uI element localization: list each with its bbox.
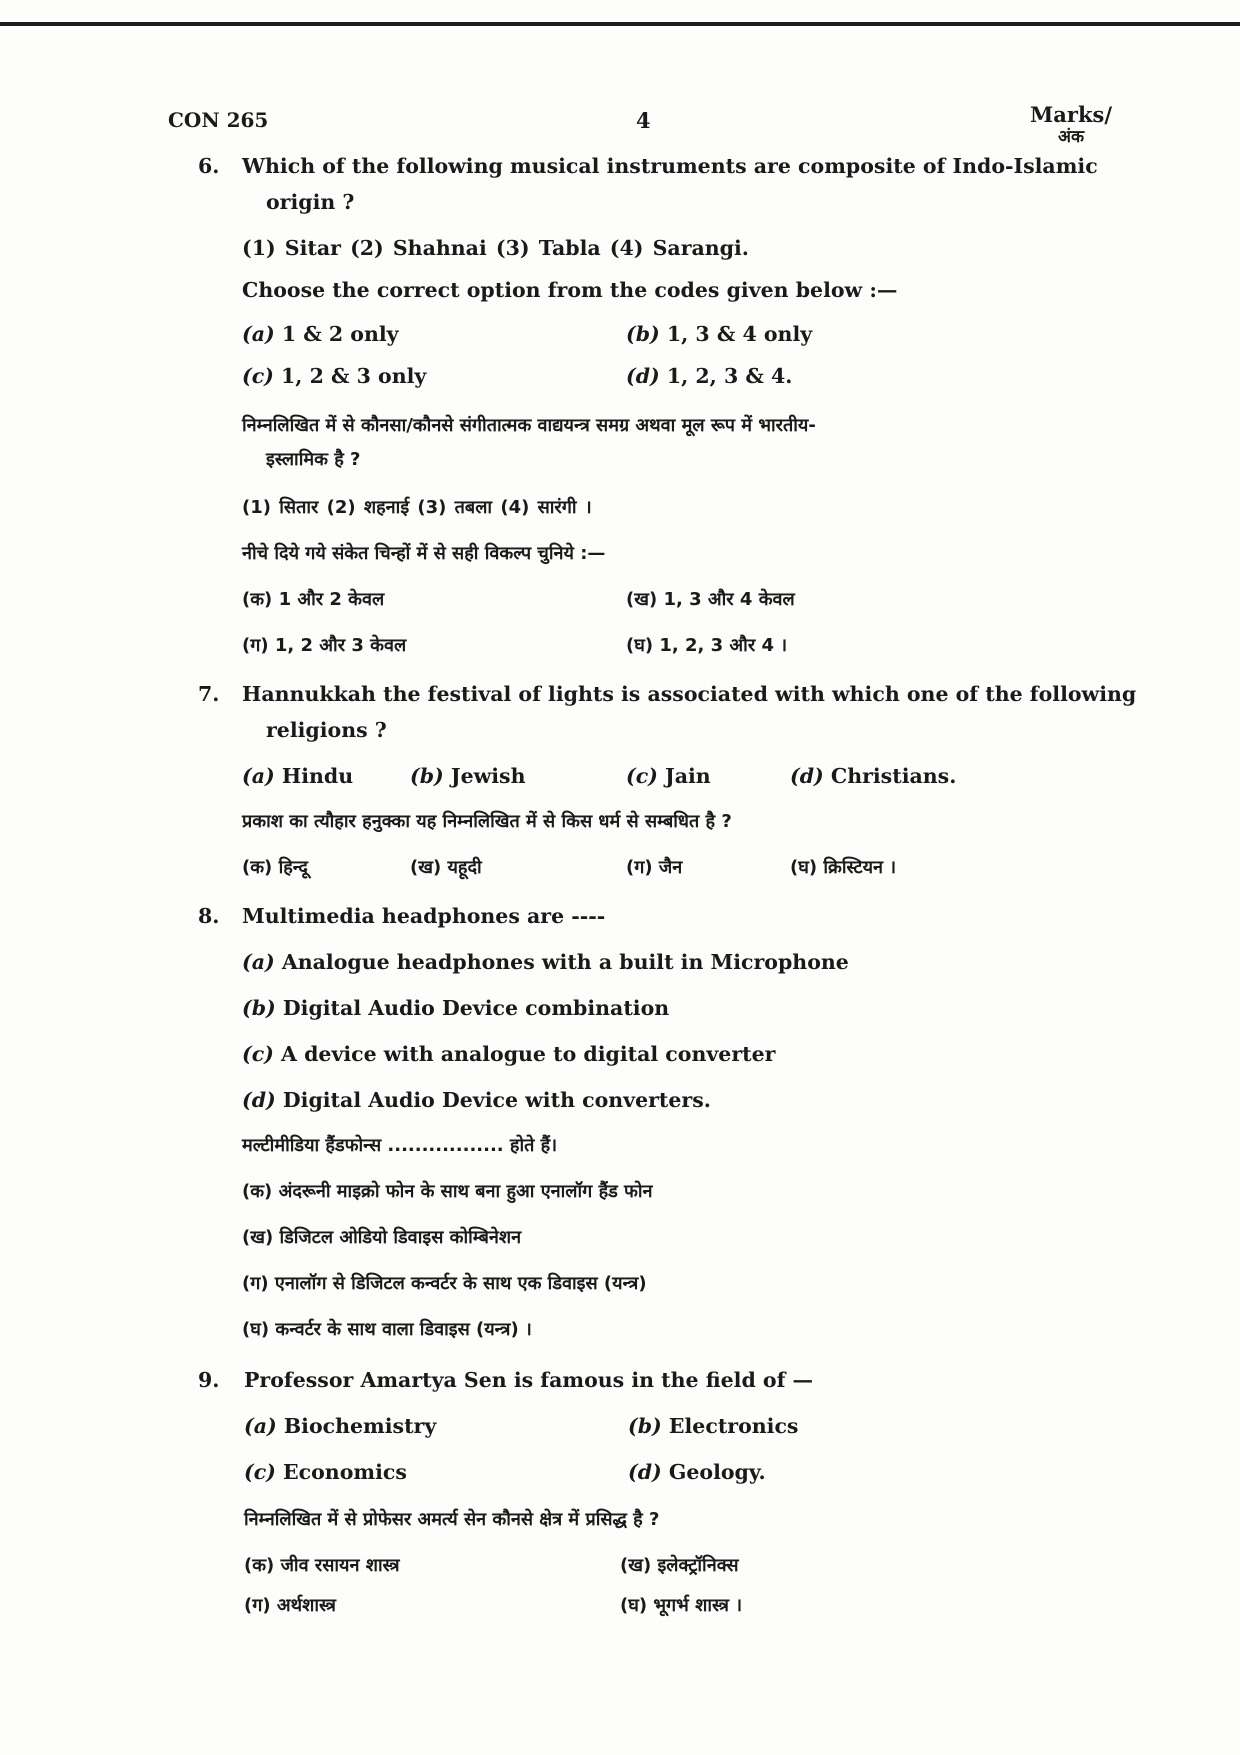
top-rule	[0, 22, 1240, 26]
option-text: Geology.	[668, 1460, 766, 1484]
option-text: Analogue headphones with a built in Microphone	[281, 950, 849, 974]
option-label: (b)	[410, 764, 444, 788]
option-text: 1 & 2 only	[281, 322, 399, 346]
question-6-number: 6.	[198, 154, 220, 178]
question-6-text-line-2: origin ?	[266, 190, 355, 214]
option-label: (ख)	[620, 1555, 652, 1576]
question-9-option-a	[244, 1412, 436, 1440]
option-text: अर्थशास्त्र	[276, 1595, 336, 1616]
question-7-hindi-option-ka	[242, 854, 308, 882]
option-label: (घ)	[620, 1595, 648, 1616]
option-label: (घ)	[242, 1319, 270, 1340]
option-text: 1, 2, 3 & 4.	[666, 364, 793, 388]
paper-code: CON 265	[168, 108, 269, 132]
option-text: 1, 3 & 4 only	[666, 322, 813, 346]
option-label: (b)	[628, 1414, 662, 1438]
question-8-option-b	[242, 994, 669, 1022]
option-label: (a)	[242, 322, 275, 346]
option-text: Digital Audio Device combination	[282, 996, 670, 1020]
question-6-hindi-option-ga	[242, 632, 406, 660]
option-label: (a)	[242, 764, 275, 788]
option-label: (d)	[790, 764, 824, 788]
question-8-number: 8.	[198, 904, 220, 928]
option-text: 1, 2 & 3 only	[281, 364, 427, 388]
option-label: (क)	[242, 589, 273, 610]
option-text: डिजिटल ओडियो डिवाइस कोम्बिनेशन	[279, 1227, 522, 1248]
option-label: (b)	[626, 322, 660, 346]
option-label: (a)	[244, 1414, 277, 1438]
question-9-hindi-option-ka	[244, 1552, 400, 1580]
option-label: (ग)	[626, 857, 653, 878]
option-label: (c)	[242, 1042, 274, 1066]
option-text: हिन्दू	[278, 857, 308, 878]
question-8-hindi-option-ka	[242, 1178, 653, 1206]
question-9-option-d	[628, 1458, 766, 1486]
question-6-text-line-1: Which of the following musical instruments are composite of Indo-Islamic	[242, 154, 1098, 178]
option-text: जैन	[658, 857, 683, 878]
question-9-option-c	[244, 1458, 407, 1486]
question-9-number: 9.	[198, 1368, 220, 1392]
question-7-hindi-option-kha	[410, 854, 482, 882]
question-8-option-c	[242, 1040, 775, 1068]
option-text: कन्वर्टर के साथ वाला डिवाइस (यन्त्र) ।	[275, 1319, 532, 1340]
option-label: (ख)	[242, 1227, 274, 1248]
question-9-hindi-option-ga	[244, 1592, 336, 1620]
option-text: 1, 2, 3 और 4 ।	[659, 635, 788, 656]
question-7-hindi-text: प्रकाश का त्यौहार हनुक्का यह निम्नलिखित में से किस धर्म से सम्बधित है ?	[242, 811, 732, 832]
question-6-instruction: Choose the correct option from the codes given below :—	[242, 278, 898, 302]
option-label: (d)	[626, 364, 660, 388]
option-text: इलेक्ट्रॉनिक्स	[657, 1555, 739, 1576]
option-text: भूगर्भ शास्त्र ।	[653, 1595, 743, 1616]
option-label: (घ)	[790, 857, 818, 878]
question-9-option-b	[628, 1412, 798, 1440]
option-label: (a)	[242, 950, 275, 974]
option-text: A device with analogue to digital converter	[281, 1042, 776, 1066]
option-text: Digital Audio Device with converters.	[282, 1088, 711, 1112]
question-8-hindi-option-ga	[242, 1270, 647, 1298]
option-text: Electronics	[668, 1414, 799, 1438]
question-6-hindi-instruction: नीचे दिये गये संकेत चिन्हों में से सही विकल्प चुनिये :—	[242, 543, 606, 564]
question-7-text-line-2: religions ?	[266, 718, 387, 742]
question-6-hindi-option-kha	[626, 586, 795, 614]
question-9-hindi-option-gha	[620, 1592, 742, 1620]
question-8-hindi-option-gha	[242, 1316, 532, 1344]
option-text: यहूदी	[447, 857, 482, 878]
option-label: (d)	[628, 1460, 662, 1484]
question-7-option-b	[410, 762, 526, 790]
question-9-text: Professor Amartya Sen is famous in the field of —	[244, 1368, 814, 1392]
option-label: (क)	[244, 1555, 275, 1576]
question-6-option-a	[242, 320, 399, 348]
question-6-hindi-line-2: इस्लामिक है ?	[266, 449, 361, 470]
option-label: (c)	[242, 364, 274, 388]
option-text: Jewish	[450, 764, 526, 788]
option-text: Hindu	[281, 764, 354, 788]
question-6-hindi-line-1: निम्नलिखित में से कौनसा/कौनसे संगीतात्मक वाद्ययन्त्र समग्र अथवा मूल रूप में भारतीय-	[242, 415, 816, 436]
marks-header	[1030, 104, 1112, 148]
question-8-option-d	[242, 1086, 711, 1114]
option-label: (क)	[242, 857, 273, 878]
question-8-option-a	[242, 948, 849, 976]
option-label: (ख)	[410, 857, 442, 878]
question-7-option-a	[242, 762, 353, 790]
option-text: Biochemistry	[283, 1414, 437, 1438]
option-text: अंदरूनी माइक्रो फोन के साथ बना हुआ एनालॉग हैंड फोन	[278, 1181, 653, 1202]
option-label: (b)	[242, 996, 276, 1020]
question-8-text: Multimedia headphones are ----	[242, 904, 606, 928]
question-6-items: (1) Sitar (2) Shahnai (3) Tabla (4) Sarangi.	[242, 236, 749, 260]
option-text: Jain	[665, 764, 711, 788]
option-text: 1, 3 और 4 केवल	[663, 589, 795, 610]
question-7-hindi-option-gha	[790, 854, 896, 882]
question-8-hindi-option-kha	[242, 1224, 521, 1252]
question-9-hindi-text: निम्नलिखित में से प्रोफेसर अमर्त्य सेन कौनसे क्षेत्र में प्रसिद्ध है ?	[244, 1509, 660, 1530]
question-7-option-c	[626, 762, 711, 790]
question-6-hindi-items: (1) सितार (2) शहनाई (3) तबला (4) सारंगी ।	[242, 497, 592, 518]
question-6-option-b	[626, 320, 812, 348]
question-9-hindi-option-kha	[620, 1552, 739, 1580]
option-text: क्रिस्टियन ।	[823, 857, 897, 878]
question-8-hindi-text: मल्टीमीडिया हैंडफोन्स ................. होते हैं।	[242, 1135, 558, 1156]
option-label: (घ)	[626, 635, 654, 656]
option-text: जीव रसायन शास्त्र	[280, 1555, 400, 1576]
option-text: Economics	[283, 1460, 407, 1484]
question-6-option-d	[626, 362, 792, 390]
marks-label-en: Marks/	[1030, 102, 1112, 127]
question-7-hindi-option-ga	[626, 854, 682, 882]
option-text: 1 और 2 केवल	[278, 589, 385, 610]
marks-label-hi: अंक	[1057, 127, 1085, 147]
page-number: 4	[636, 108, 651, 133]
option-label: (c)	[244, 1460, 276, 1484]
option-label: (c)	[626, 764, 658, 788]
option-label: (ग)	[242, 1273, 269, 1294]
question-6-hindi-option-ka	[242, 586, 384, 614]
option-text: Christians.	[830, 764, 957, 788]
question-7-text-line-1: Hannukkah the festival of lights is associated with which one of the following	[242, 682, 1137, 706]
option-label: (ग)	[244, 1595, 271, 1616]
option-text: एनालॉग से डिजिटल कन्वर्टर के साथ एक डिवाइस (यन्त्र)	[274, 1273, 647, 1294]
option-label: (d)	[242, 1088, 276, 1112]
question-7-option-d	[790, 762, 956, 790]
question-7-number: 7.	[198, 682, 220, 706]
question-6-option-c	[242, 362, 426, 390]
option-label: (क)	[242, 1181, 273, 1202]
question-6-hindi-option-gha	[626, 632, 787, 660]
option-text: 1, 2 और 3 केवल	[274, 635, 407, 656]
option-label: (ख)	[626, 589, 658, 610]
option-label: (ग)	[242, 635, 269, 656]
